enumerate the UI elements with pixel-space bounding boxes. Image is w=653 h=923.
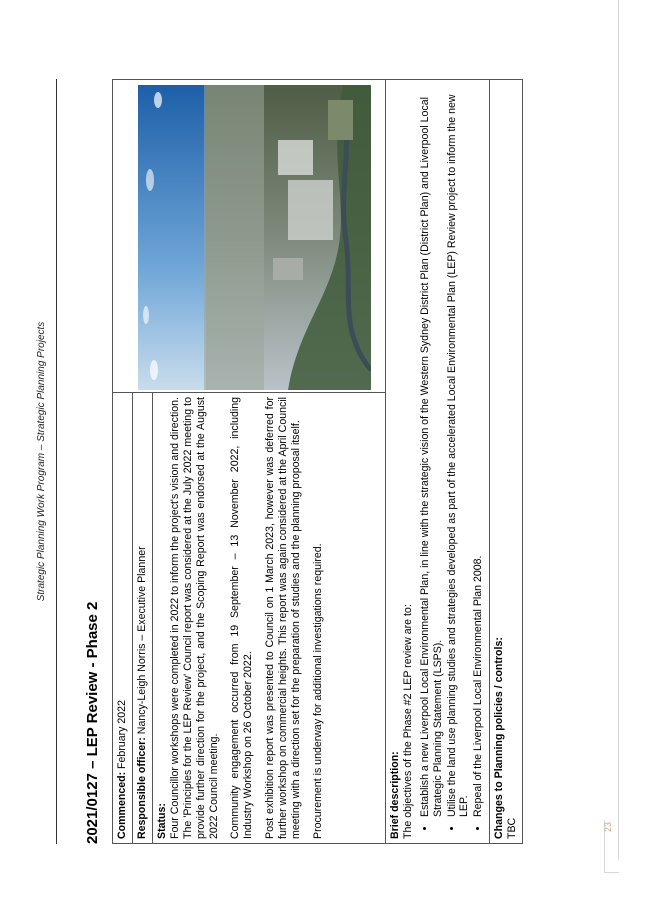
status-cell bbox=[152, 393, 385, 844]
status-paragraph: Post exhibition report was presented to Council on 1 March 2023, however was deferred for further workshop on commercial heights. This report was again considered at the April Council meeting with a direction set for the preparation of studies and the planning proposal itself. bbox=[264, 397, 303, 839]
commenced-value: February 2022 bbox=[116, 700, 128, 769]
running-header: Strategic Planning Work Program – Strategic Planning Projects bbox=[36, 321, 47, 602]
status-paragraph: Procurement is underway for additional investigations required. bbox=[312, 543, 325, 839]
header-rule bbox=[56, 79, 57, 844]
image-cell bbox=[113, 80, 386, 393]
changes-label: Changes to Planning policies / controls: bbox=[493, 637, 506, 839]
brief-intro: The objectives of the Phase #2 LEP review are to: bbox=[401, 604, 414, 839]
changes-cell bbox=[490, 80, 523, 844]
list-item: • Utilise the land use planning studies and strategies developed as part of the accelerated Local Environmental Plan (LEP) Review project to inform the new LEP. bbox=[446, 84, 472, 817]
brief-label: Brief description: bbox=[388, 751, 401, 839]
list-item: • Establish a new Liverpool Local Environmental Plan, in line with the strategic vision of the Western Sydney District Plan (District Plan) and Liverpool Local Strategic Planning Statement (LSPS). bbox=[419, 84, 445, 817]
aerial-city-photo bbox=[138, 85, 371, 390]
officer-label: Responsible officer: bbox=[135, 737, 148, 839]
officer-cell bbox=[132, 393, 152, 844]
commenced-cell bbox=[113, 393, 133, 844]
officer-value: Nancy-Leigh Norris – Executive Planner bbox=[135, 546, 148, 735]
objectives-list bbox=[419, 84, 486, 839]
brief-cell bbox=[385, 80, 489, 844]
commenced-label: Commenced: bbox=[116, 771, 128, 839]
status-paragraph: Community engagement occurred from 19 September – 13 November 2022, including Industry Workshop on 26 October 2022. bbox=[229, 397, 255, 839]
status-label: Status: bbox=[155, 803, 168, 839]
page-number: 23 bbox=[603, 821, 613, 832]
list-item: • Repeal of the Liverpool Local Environmental Plan 2008. bbox=[472, 84, 485, 817]
project-title: 2021/0127 – LEP Review - Phase 2 bbox=[84, 601, 101, 844]
project-table bbox=[112, 79, 523, 844]
changes-value: TBC bbox=[506, 817, 519, 839]
status-paragraph: Four Councillor workshops were completed in 2022 to inform the project's vision and direction. The 'Principles for the LEP Review' Council report was considered at the July 2022 meeting to provide further direction for the project, and the Scoping Report was endorsed at the August 2022 Council meeting. bbox=[168, 397, 220, 839]
